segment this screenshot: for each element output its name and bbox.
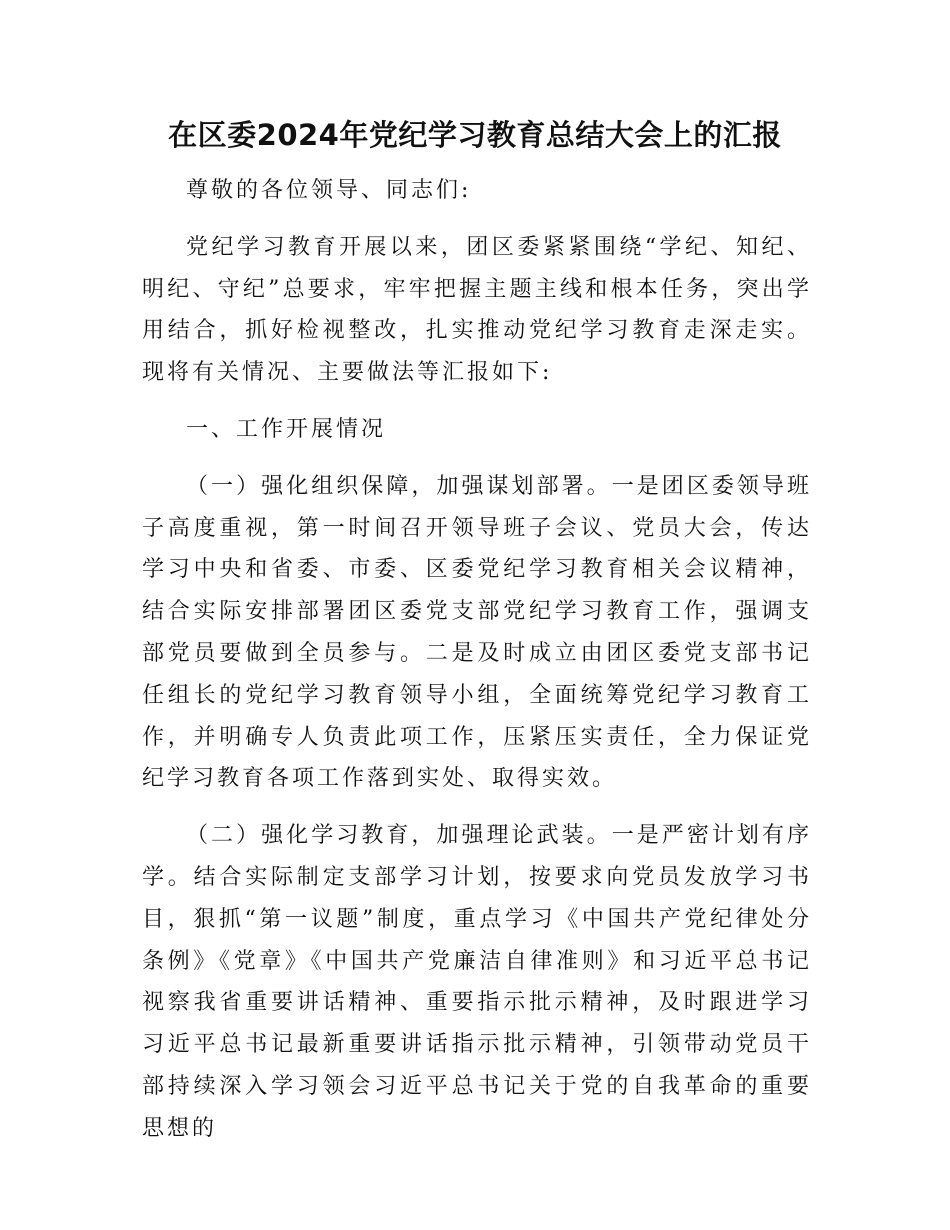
salutation-paragraph: 尊敬的各位领导、同志们: <box>186 178 472 203</box>
subsection-2-paragraph: （二）强化学习教育，加强理论武装。一是严密计划有序学。结合实际制定支部学习计划，按要求向党员发放学习书目，狠抓“第一议题”制度，重点学习《中国共产党纪律处分条例》《党章》《中国共产党廉洁自律准则》和习近平总书记视察我省重要讲话精神、重要指示批示精神，及时跟进学习习近平总书记最新重要讲话指示批示精神，引领带动党员干部持续深入学习领会习近平总书记关于党的自我革命的重要思想的 <box>142 823 812 1141</box>
intro-paragraph: 党纪学习教育开展以来，团区委紧紧围绕“学纪、知纪、明纪、守纪”总要求，牢牢把握主题主线和根本任务，突出学用结合，抓好检视整改，扎实推动党纪学习教育走深走实。现将有关情况、主要做法等汇报如下: <box>142 234 812 386</box>
document-body <box>142 170 812 1165</box>
subsection-1-paragraph: （一）强化组织保障，加强谋划部署。一是团区委领导班子高度重视，第一时间召开领导班子会议、党员大会，传达学习中央和省委、市委、区委党纪学习教育相关会议精神，结合实际安排部署团区委党支部党纪学习教育工作，强调支部党员要做到全员参与。二是及时成立由团区委党支部书记任组长的党纪学习教育领导小组，全面统筹党纪学习教育工作，并明确专人负责此项工作，压紧压实责任，全力保证党纪学习教育各项工作落到实处、取得实效。 <box>142 473 812 792</box>
section-heading: 一、工作开展情况 <box>186 416 387 442</box>
document-title: 在区委2024年党纪学习教育总结大会上的汇报 <box>168 118 782 152</box>
